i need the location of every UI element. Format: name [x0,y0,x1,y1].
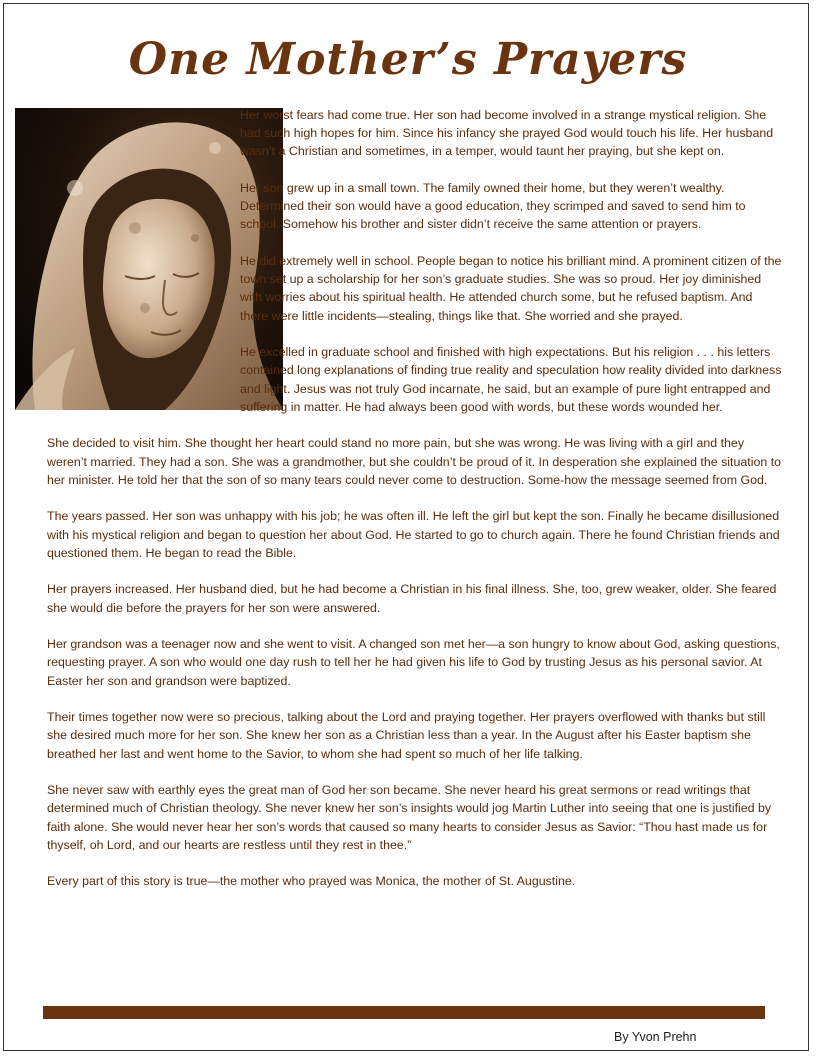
article-paragraph: Her worst fears had come true. Her son had become involved in a strange mystical religion. She had such high hopes for him. Since his infancy she prayed God would touch his life. Her husband wasn’t a Christian and sometimes, in a temper, would taunt her praying, but she kept on. [240,108,774,159]
article-paragraph: Her son grew up in a small town. The family owned their home, but they weren’t wealthy. Determined their son would have a good education, they scrimped and saved to send him to school. Somehow his brother and sister didn’t receive the same attention or prayers. [240,181,746,232]
article-body [47,106,782,909]
article-paragraph: He excelled in graduate school and finished with high expectations. But his religion . . . his letters contained long explanations of finding true reality and speculation how reality divided into darkness and light. Jesus was not truly God incarnate, he said, but an example of pure light entrapped and suffering in matter. He had always been good with words, but these words wounded her. [240,345,782,414]
article-paragraph: Her prayers increased. Her husband died, but he had become a Christian in his final illness. She, too, grew weaker, older. She feared she would die before the prayers for her son were answered. [47,582,777,615]
article-paragraph: She never saw with earthly eyes the great man of God her son became. She never heard his great sermons or read writings that determined much of Christian theology. She never knew her son’s insights would jog Martin Luther into seeing that one is justified by faith alone. She would never hear her son’s words that caused so many hearts to consider Jesus as Savior: “Thou hast made us for thyself, oh Lord, and our hearts are restless until they rest in thee.” [47,783,772,852]
article-paragraph: He did extremely well in school. People began to notice his brilliant mind. A prominent citizen of the town set up a scholarship for her son’s graduate studies. She was so proud. Her joy diminished with worries about his spiritual health. He attended church some, but he refused baptism. And there were little incidents—stealing, things like that. She worried and she prayed. [240,254,782,323]
footer-divider-bar [43,1006,765,1019]
article-paragraph: Their times together now were so precious, talking about the Lord and praying together. Her prayers overflowed with thanks but still she desired much more for her son. She knew her son as a Christian less than a year. In the August after his Easter baptism she breathed her last and went home to the Savior, to whom she had spent so much of her life talking. [47,710,766,761]
article-paragraph: She decided to visit him. She thought her heart could stand no more pain, but she was wrong. He was living with a girl and they weren’t married. They had a son. She was a grandmother, but she couldn’t be proud of it. In desperation she explained the situation to her minister. He told her that the son of so many tears could never come to destruction. Some-how the message seemed from God. [47,436,782,487]
article-paragraph: The years passed. Her son was unhappy with his job; he was often ill. He left the girl but kept the son. Finally he became disillusioned with his mystical religion and began to question her about God. He started to go to church again. There he found Christian friends and questioned them. He began to read the Bible. [47,509,780,560]
page-title: One Mother’s Prayers [128,34,688,85]
article-paragraph: Every part of this story is true—the mother who prayed was Monica, the mother of St. Augustine. [47,874,576,889]
author-byline: By Yvon Prehn [614,1030,697,1044]
article-paragraph: Her grandson was a teenager now and she went to visit. A changed son met her—a son hungry to know about God, asking questions, requesting prayer. A son who would one day rush to tell her he had given his life to God by trusting Jesus as his personal savior. At Easter her son and grandson were baptized. [47,637,780,688]
photo-text-wrap-spacer [0,106,240,406]
